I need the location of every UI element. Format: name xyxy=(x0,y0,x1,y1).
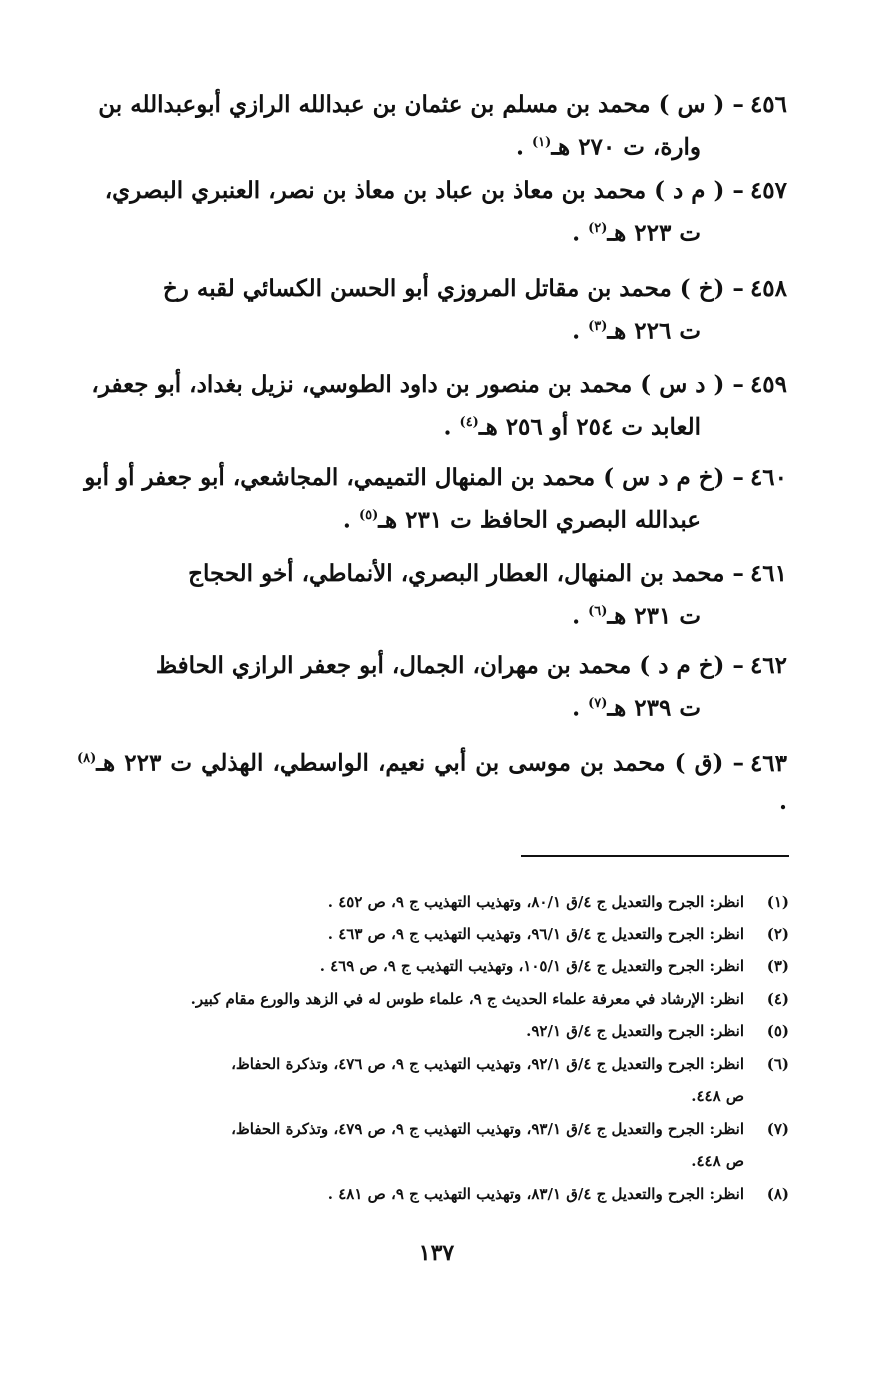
footnote-mark: (٥) xyxy=(766,1022,789,1040)
footnote-mark: (٣) xyxy=(766,957,789,975)
footnote-7 xyxy=(79,1113,789,1177)
footnote-5 xyxy=(79,1015,789,1047)
footnote-mark: (٧) xyxy=(766,1120,789,1138)
footnote-mark: (٤) xyxy=(766,990,789,1008)
footnote-2 xyxy=(79,918,789,950)
footnote-1 xyxy=(79,886,789,918)
footnote-mark: (٦) xyxy=(766,1055,789,1073)
entry-continuation: ت ٢٢٣ هـ$^{(٢)}$ . xyxy=(572,219,701,247)
entry-continuation: عبدالله البصري الحافظ ت ٢٣١ هـ$^{(٥)}$ . xyxy=(342,506,701,534)
entry-continuation: العابد ت ٢٥٤ أو ٢٥٦ هـ$^{(٤)}$ . xyxy=(443,413,701,441)
footnote-mark: (٢) xyxy=(766,925,789,943)
entry-text: – محمد بن المنهال، العطار البصري، الأنماطي، أخو الحجاج xyxy=(188,560,744,587)
entry-463: ٤٦٣– (ق ) محمد بن موسى بن أبي نعيم، الواسطي، الهذلي ت ٢٢٣ هـ$^{(٨)}$ . xyxy=(77,749,788,815)
footnote-text: انظر: الإرشاد في معرفة علماء الحديث ج ٩، علماء طوس له في الزهد والورع مقام كبير. xyxy=(190,990,744,1008)
footnote-ref: (٣) xyxy=(588,319,608,334)
entry-text: – (خ م د ) محمد بن مهران، الجمال، أبو جعفر الرازي الحافظ xyxy=(155,652,744,679)
entry-text-line2: ت ٢٢٦ هـ xyxy=(607,317,701,345)
footnote-text: انظر: الجرح والتعديل ج ٤/ق ٩٦/١، وتهذيب التهذيب ج ٩، ص ٤٦٣ . xyxy=(327,925,744,943)
entry-text-line2: عبدالله البصري الحافظ ت ٢٣١ هـ xyxy=(378,506,701,534)
entry-459 xyxy=(77,366,787,447)
footnote-separator xyxy=(521,855,789,857)
footnote-mark: (٨) xyxy=(766,1185,789,1203)
entry-number: ٤٦٣ xyxy=(749,749,788,777)
entry-continuation: وارة، ت ٢٧٠ هـ$^{(١)}$ . xyxy=(516,133,701,161)
footnote-text: انظر: الجرح والتعديل ج ٤/ق ٨٠/١، وتهذيب التهذيب ج ٩، ص ٤٥٢ . xyxy=(327,893,744,911)
entry-continuation: ت ٢٢٦ هـ$^{(٣)}$ . xyxy=(572,317,701,345)
entry-text: – (خ م د س ) محمد بن المنهال التميمي، المجاشعي، أبو جعفر أو أبو xyxy=(84,464,744,491)
entry-457 xyxy=(77,172,787,253)
footnote-ref: (٥) xyxy=(358,508,379,523)
entry-460 xyxy=(77,459,787,540)
entry-text-line2: ت ٢٣٩ هـ xyxy=(607,694,701,722)
page-number: ١٣٧ xyxy=(418,1240,455,1266)
footnote-ref: (٢) xyxy=(588,221,608,236)
footnote-8 xyxy=(79,1178,789,1210)
entry-number: ٤٦١ xyxy=(749,560,787,587)
entry-number: ٤٥٧ xyxy=(749,177,787,204)
entry-text-line2: العابد ت ٢٥٤ أو ٢٥٦ هـ xyxy=(478,413,701,441)
footnote-text: انظر: الجرح والتعديل ج ٤/ق ٩٣/١، وتهذيب التهذيب ج ٩، ص ٤٧٩، وتذكرة الحفاظ، xyxy=(231,1120,744,1138)
entry-text-line2: وارة، ت ٢٧٠ هـ xyxy=(551,133,701,161)
footnote-3 xyxy=(79,950,789,982)
entry-number: ٤٥٩ xyxy=(749,371,787,398)
footnote-ref: (٦) xyxy=(588,604,608,619)
footnote-mark: (١) xyxy=(766,893,789,911)
footnote-text: انظر: الجرح والتعديل ج ٤/ق ٨٣/١، وتهذيب التهذيب ج ٩، ص ٤٨١ . xyxy=(327,1185,744,1203)
entry-continuation: ت ٢٣١ هـ$^{(٦)}$ . xyxy=(572,602,701,630)
footnote-ref: (٤) xyxy=(459,415,479,430)
entry-text: – ( م د ) محمد بن معاذ بن عباد بن معاذ بن نصر، العنبري البصري، xyxy=(104,177,744,204)
footnote-ref: (٧) xyxy=(588,696,608,711)
entry-text-line2: ت ٢٢٣ هـ xyxy=(607,219,701,247)
entry-text: – (خ ) محمد بن مقاتل المروزي أبو الحسن الكسائي لقبه رخ xyxy=(162,275,744,302)
entry-462 xyxy=(77,647,787,728)
entry-number: ٤٥٨ xyxy=(749,275,787,302)
entry-text: – ( د س ) محمد بن منصور بن داود الطوسي، نزيل بغداد، أبو جعفر، xyxy=(91,371,744,398)
footnote-ref: (١) xyxy=(532,135,552,150)
footnote-text: انظر: الجرح والتعديل ج ٤/ق ٩٢/١، وتهذيب التهذيب ج ٩، ص ٤٧٦، وتذكرة الحفاظ، xyxy=(231,1055,744,1073)
footnote-6 xyxy=(79,1048,789,1112)
footnote-continuation: ص ٤٤٨. xyxy=(691,1152,744,1170)
footnote-text: انظر: الجرح والتعديل ج ٤/ق ١٠٥/١، وتهذيب التهذيب ج ٩، ص ٤٦٩ . xyxy=(319,957,744,975)
footnote-continuation: ص ٤٤٨. xyxy=(691,1087,744,1105)
entry-text: – (ق ) محمد بن موسى بن أبي نعيم، الواسطي، الهذلي ت ٢٢٣ هـ xyxy=(96,749,744,777)
entry-458 xyxy=(77,270,787,351)
entry-number: ٤٦٢ xyxy=(749,652,787,679)
footnote-4 xyxy=(79,983,789,1015)
footnote-text: انظر: الجرح والتعديل ج ٤/ق ٩٢/١. xyxy=(526,1022,744,1040)
entry-continuation: ت ٢٣٩ هـ$^{(٧)}$ . xyxy=(572,694,701,722)
entry-text: – ( س ) محمد بن مسلم بن عثمان بن عبدالله الرازي أبوعبدالله بن xyxy=(98,91,744,118)
entry-number: ٤٥٦ xyxy=(749,91,787,118)
entry-number: ٤٦٠ xyxy=(749,464,787,491)
entry-text-line2: ت ٢٣١ هـ xyxy=(607,602,701,630)
footnote-ref: (٨) xyxy=(77,751,97,766)
entry-456 xyxy=(77,86,787,167)
entry-461 xyxy=(77,555,787,636)
